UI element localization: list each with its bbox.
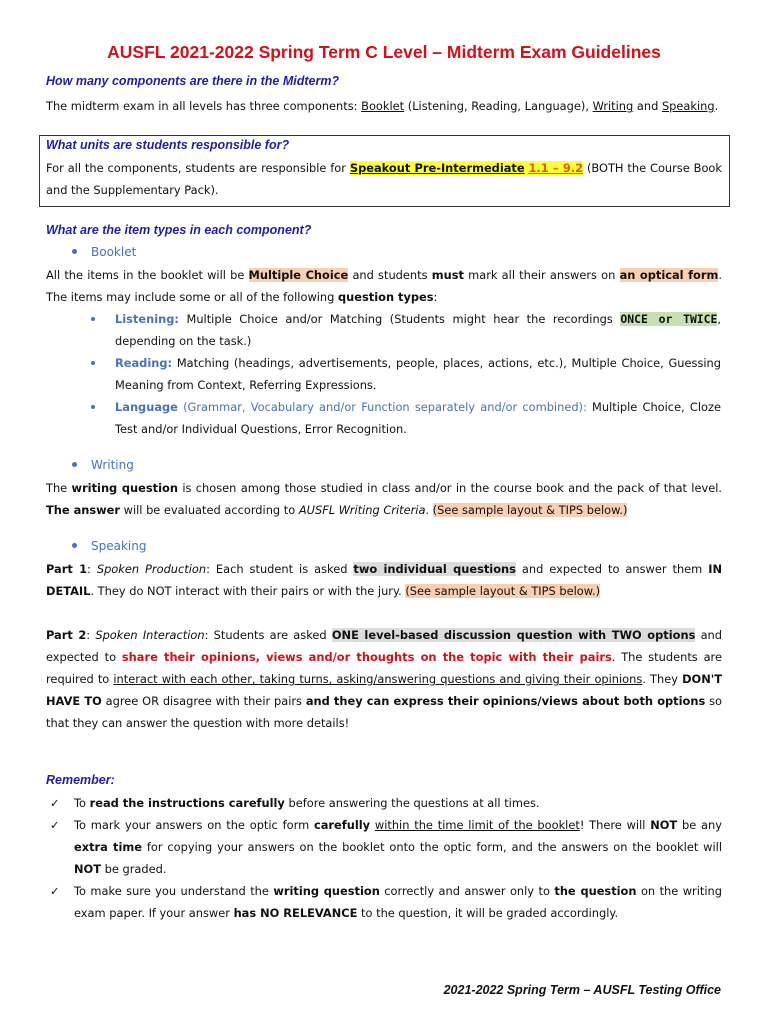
check-icon: ✓: [50, 884, 60, 898]
remember-heading: Remember:: [46, 773, 115, 787]
list-item-language: Language (Grammar, Vocabulary and/or Function separately and/or combined): Multiple Choice, Cloze Test and/or Individual Questions, Error Recognition.: [91, 396, 721, 440]
heading-writing: Writing: [72, 458, 134, 472]
check-icon: ✓: [50, 818, 60, 832]
remember-item: ✓ To make sure you understand the writing question correctly and answer only to the question on the writing exam paper. If your answer has NO RELEVANCE to the question, it will be graded accordingly.: [50, 880, 722, 924]
speaking-part2-paragraph: Part 2: Spoken Interaction: Students are asked ONE level-based discussion question with TWO options and expected to share their opinions, views and/or thoughts on the topic with their pairs. The students are required to interact with each other, taking turns, asking/answering questions and giving their opinions. They DON'T HAVE TO agree OR disagree with their pairs and they can express their opinions/views about both options so that they can answer the question with more details!: [46, 628, 723, 730]
bullet-icon: [91, 317, 95, 321]
remember-item: ✓ To read the instructions carefully before answering the questions at all times.: [50, 792, 722, 814]
section-question-components: How many components are there in the Midterm?: [46, 74, 340, 88]
list-item-reading: Reading: Matching (headings, advertisements, people, places, actions, etc.), Multiple Choice, Guessing Meaning from Context, Referring Expressions.: [91, 352, 721, 396]
writing-paragraph: The writing question is chosen among those studied in class and/or in the course book and the pack of that level. The answer will be evaluated according to AUSFL Writing Criteria. (See sample layout & TIPS below.): [46, 481, 722, 517]
speaking-part1-paragraph: Part 1: Spoken Production: Each student is asked two individual questions and expected to answer them IN DETAIL. They do NOT interact with their pairs or with the jury. (See sample layout & TIPS below.): [46, 562, 723, 598]
heading-booklet: Booklet: [72, 245, 136, 259]
heading-speaking: Speaking: [72, 539, 146, 553]
list-item-listening: Listening: Multiple Choice and/or Matching (Students might hear the recordings ONCE or TWICE, depending on the task.): [91, 308, 721, 352]
components-paragraph: The midterm exam in all levels has three components: Booklet (Listening, Reading, Language), Writing and Speaking.: [46, 99, 719, 113]
booklet-paragraph: All the items in the booklet will be Multiple Choice and students must mark all their answers on an optical form. The items may include some or all of the following question types:: [46, 268, 722, 304]
section-question-item-types: What are the item types in each component?: [46, 223, 312, 237]
bullet-icon: [91, 405, 95, 409]
bullet-icon: [72, 543, 77, 548]
bullet-icon: [72, 249, 77, 254]
units-paragraph: For all the components, students are responsible for Speakout Pre-Intermediate 1.1 – 9.2 (BOTH the Course Book and the Supplementary Pack).: [46, 161, 723, 197]
remember-item: ✓ To mark your answers on the optic form carefully within the time limit of the booklet! There will NOT be any extra time for copying your answers on the booklet onto the optic form, and the answers on the booklet will NOT be graded.: [50, 814, 722, 880]
page-title: AUSFL 2021-2022 Spring Term C Level – Midterm Exam Guidelines: [107, 42, 661, 62]
bullet-icon: [72, 462, 77, 467]
check-icon: ✓: [50, 796, 60, 810]
bullet-icon: [91, 361, 95, 365]
page-footer: 2021-2022 Spring Term – AUSFL Testing Office: [443, 983, 721, 997]
section-question-units: What units are students responsible for?: [46, 138, 290, 152]
